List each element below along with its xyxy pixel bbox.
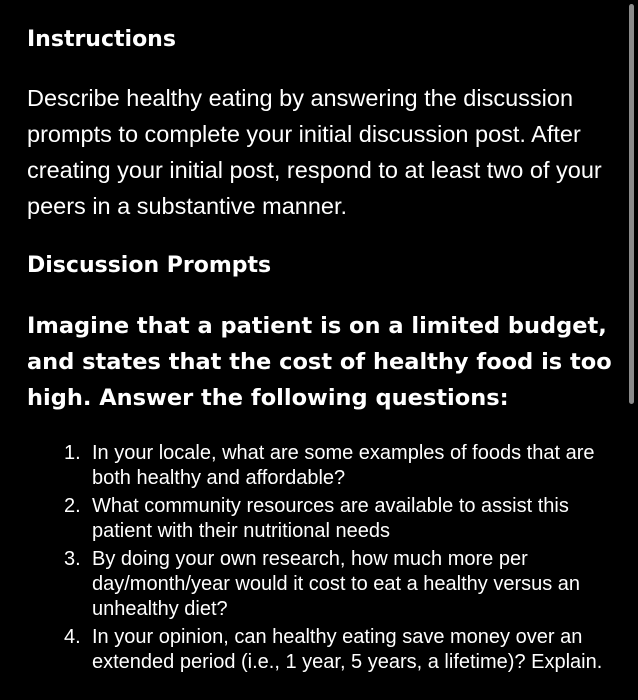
question-number: 2. (64, 495, 81, 517)
question-item (64, 441, 616, 491)
instructions-heading: Instructions (27, 27, 176, 52)
question-text: By doing your own research, how much more per day/month/year would it cost to eat a healthy versus an unhealthy diet? (92, 548, 581, 620)
discussion-prompts-heading: Discussion Prompts (27, 253, 272, 278)
question-item (64, 547, 616, 622)
question-list (64, 441, 616, 678)
question-number: 4. (64, 626, 81, 648)
question-item (64, 625, 616, 675)
question-item (64, 494, 616, 544)
question-text: In your opinion, can healthy eating save money over an extended period (i.e., 1 year, 5 years, a lifetime)? Explain. (92, 626, 603, 673)
instructions-text: Describe healthy eating by answering the discussion prompts to complete your initial discussion post. After creating your initial post, respond to at least two of your peers in a substantive manner. (27, 85, 602, 219)
question-number: 3. (64, 548, 81, 570)
vertical-scrollbar[interactable] (629, 4, 634, 404)
scenario-text: Imagine that a patient is on a limited budget, and states that the cost of healthy food is too high. Answer the following questions: (27, 313, 612, 411)
question-text: What community resources are available to assist this patient with their nutritional needs (92, 495, 569, 542)
question-text: In your locale, what are some examples of foods that are both healthy and affordable? (92, 442, 595, 489)
question-number: 1. (64, 442, 81, 464)
